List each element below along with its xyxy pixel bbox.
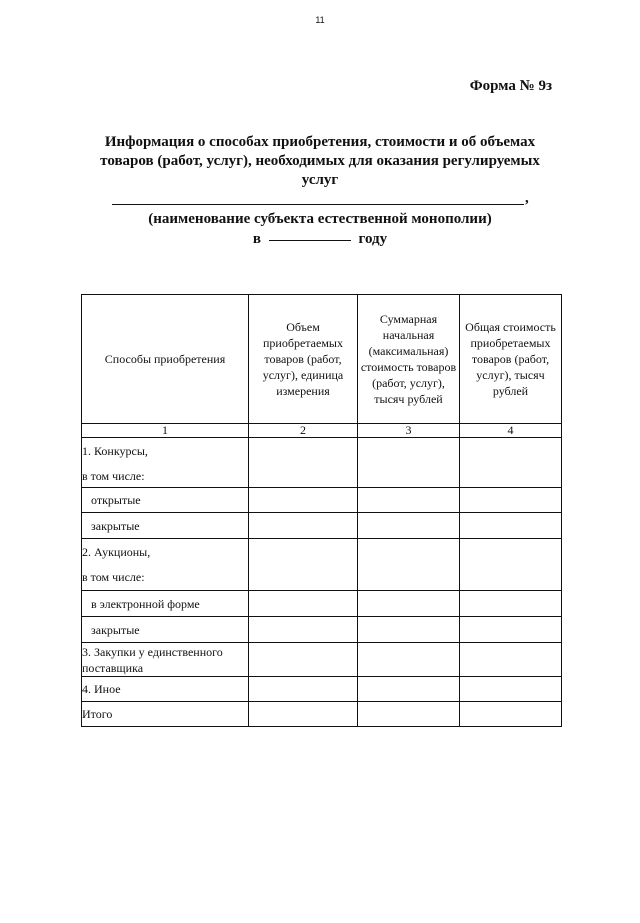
input-cell[interactable] <box>249 643 358 677</box>
row-label-zakrytye: закрытые <box>82 513 249 539</box>
row-label-otkrytye: открытые <box>82 488 249 513</box>
page-number: 11 <box>315 15 325 25</box>
input-cell[interactable] <box>460 677 562 702</box>
column-number: 3 <box>358 424 460 438</box>
input-cell[interactable] <box>249 702 358 727</box>
column-number: 2 <box>249 424 358 438</box>
input-cell[interactable] <box>249 591 358 617</box>
row-label-auktsiony <box>82 539 249 591</box>
input-cell[interactable] <box>358 617 460 643</box>
column-number: 1 <box>82 424 249 438</box>
year-suffix: году <box>358 231 388 247</box>
input-cell[interactable] <box>358 513 460 539</box>
konkursy-label: 1. Конкурсы, <box>82 444 148 458</box>
input-cell[interactable] <box>249 438 358 488</box>
input-cell[interactable] <box>358 702 460 727</box>
table-row <box>82 438 562 488</box>
input-cell[interactable] <box>358 539 460 591</box>
title-line-3: услуг <box>301 172 339 188</box>
title-line-1: Информация о способах приобретения, стоимости и об объемах <box>104 134 536 150</box>
input-cell[interactable] <box>460 438 562 488</box>
column-number: 4 <box>460 424 562 438</box>
row-label-zakrytye: закрытые <box>82 617 249 643</box>
table-row <box>82 488 562 513</box>
input-cell[interactable] <box>358 591 460 617</box>
input-cell[interactable] <box>249 513 358 539</box>
row-label-total: Итого <box>82 702 249 727</box>
auktsiony-sub-label: в том числе: <box>82 570 145 584</box>
title-line-2: товаров (работ, услуг), необходимых для оказания регулируемых <box>100 153 540 169</box>
header-initial-cost: Суммарная начальная (максимальная) стоимость товаров (работ, услуг), тысяч рублей <box>358 295 460 424</box>
input-cell[interactable] <box>460 539 562 591</box>
table-row <box>82 643 562 677</box>
entity-comma: , <box>525 190 529 206</box>
form-number: Форма № 9з <box>469 78 552 94</box>
header-total-cost: Общая стоимость приобретаемых товаров (работ, услуг), тысяч рублей <box>460 295 562 424</box>
header-volume: Объем приобретаемых товаров (работ, услуг), единица измерения <box>249 295 358 424</box>
input-cell[interactable] <box>249 539 358 591</box>
procurement-table <box>81 294 562 727</box>
input-cell[interactable] <box>249 488 358 513</box>
row-label-single-supplier: 3. Закупки у единственного поставщика <box>82 643 249 677</box>
input-cell[interactable] <box>358 677 460 702</box>
input-cell[interactable] <box>460 488 562 513</box>
konkursy-sub-label: в том числе: <box>82 469 145 483</box>
input-cell[interactable] <box>249 677 358 702</box>
input-cell[interactable] <box>358 488 460 513</box>
header-methods: Способы приобретения <box>82 295 249 424</box>
row-label-electronic: в электронной форме <box>82 591 249 617</box>
table-row <box>82 513 562 539</box>
year-prefix: в <box>252 231 261 247</box>
input-cell[interactable] <box>460 643 562 677</box>
input-cell[interactable] <box>249 617 358 643</box>
year-blank-line <box>269 239 351 241</box>
table-row <box>82 591 562 617</box>
table-row <box>82 677 562 702</box>
input-cell[interactable] <box>460 513 562 539</box>
entity-caption: (наименование субъекта естественной монополии) <box>148 211 492 227</box>
entity-name-blank-line <box>112 204 524 205</box>
row-label-konkursy <box>82 438 249 488</box>
input-cell[interactable] <box>358 643 460 677</box>
document-title <box>80 133 560 190</box>
table-row <box>82 617 562 643</box>
column-number-row <box>82 424 562 438</box>
header-row <box>82 295 562 424</box>
table-row <box>82 702 562 727</box>
input-cell[interactable] <box>358 438 460 488</box>
year-row <box>80 230 560 249</box>
input-cell[interactable] <box>460 702 562 727</box>
input-cell[interactable] <box>460 617 562 643</box>
input-cell[interactable] <box>460 591 562 617</box>
auktsiony-label: 2. Аукционы, <box>82 545 151 559</box>
row-label-other: 4. Иное <box>82 677 249 702</box>
table-row <box>82 539 562 591</box>
